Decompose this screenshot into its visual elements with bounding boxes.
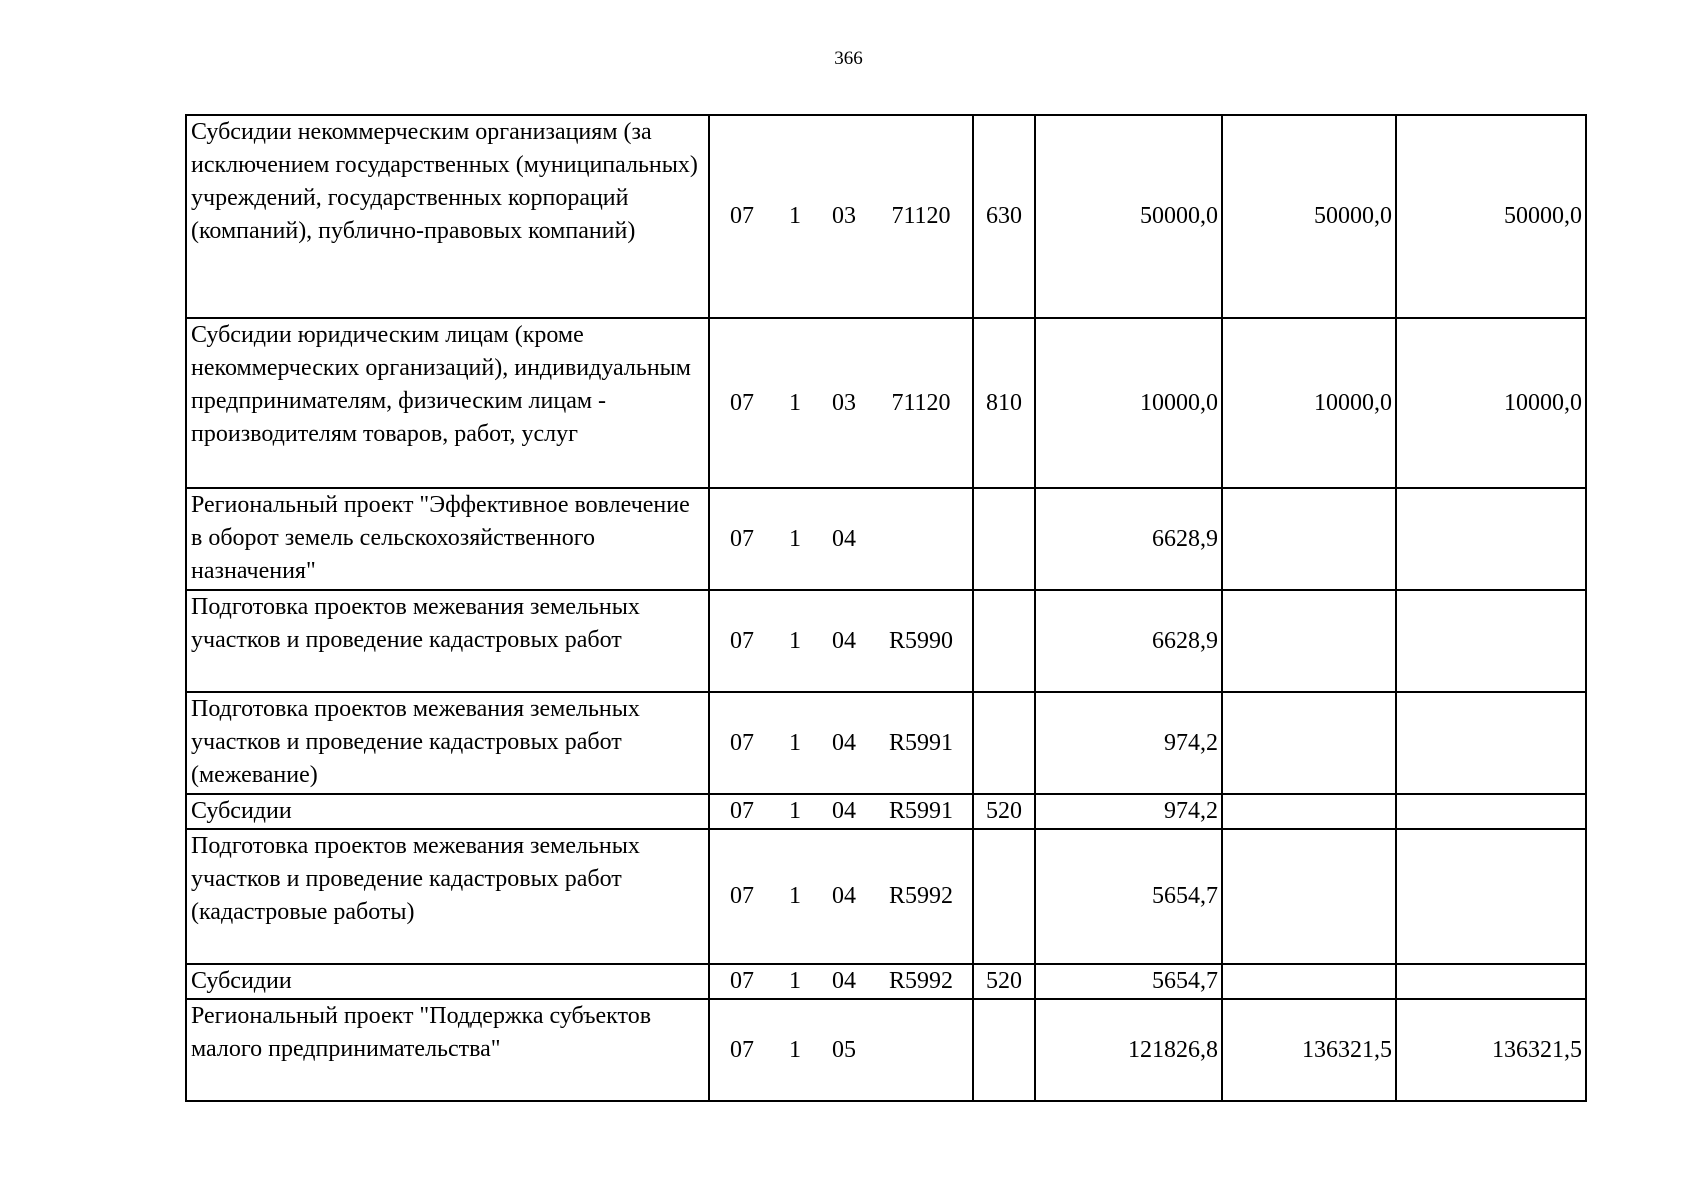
table-row	[186, 318, 1586, 488]
subprogram-code: 1	[789, 968, 801, 994]
row-name-cell: Субсидии юридическим лицам (кроме некоммерческих организаций), индивидуальным предпринимателям, физическим лицам - производителям товаров, работ, услуг	[186, 318, 709, 488]
amount-year-3: 10000,0	[1396, 318, 1586, 488]
classification-code-cell	[709, 488, 973, 590]
amount-year-1: 5654,7	[1035, 964, 1222, 999]
main-event-code: 04	[832, 968, 856, 994]
program-code: 07	[730, 203, 754, 229]
amount-year-1: 5654,7	[1035, 829, 1222, 964]
program-code: 07	[730, 883, 754, 909]
amount-year-3	[1396, 590, 1586, 692]
row-name-cell: Субсидии	[186, 964, 709, 999]
program-code: 07	[730, 525, 754, 552]
table-row	[186, 115, 1586, 318]
amount-year-1: 974,2	[1035, 794, 1222, 829]
amount-year-3: 50000,0	[1396, 115, 1586, 318]
expense-type-code: 520	[973, 794, 1035, 829]
amount-year-1: 6628,9	[1035, 488, 1222, 590]
classification-code-cell	[709, 999, 973, 1101]
table-row	[186, 488, 1586, 590]
amount-year-1: 974,2	[1035, 692, 1222, 794]
expense-type-code: 520	[973, 964, 1035, 999]
classification-code-cell	[709, 964, 973, 999]
amount-year-1: 10000,0	[1035, 318, 1222, 488]
amount-year-2	[1222, 794, 1396, 829]
direction-code: 71120	[891, 203, 951, 229]
table-row	[186, 794, 1586, 829]
amount-year-2: 10000,0	[1222, 318, 1396, 488]
main-event-code: 04	[832, 627, 856, 654]
classification-code-cell	[709, 794, 973, 829]
amount-year-2	[1222, 488, 1396, 590]
program-code: 07	[730, 627, 754, 654]
subprogram-code: 1	[789, 798, 801, 824]
classification-code-cell	[709, 829, 973, 964]
subprogram-code: 1	[789, 203, 801, 229]
amount-year-3	[1396, 964, 1586, 999]
subprogram-code: 1	[789, 525, 801, 552]
direction-code: 71120	[891, 389, 951, 416]
subprogram-code: 1	[789, 883, 801, 909]
expense-type-code: 630	[973, 115, 1035, 318]
main-event-code: 05	[832, 1036, 856, 1063]
amount-year-3	[1396, 692, 1586, 794]
budget-table	[185, 114, 1587, 1102]
direction-code: R5992	[888, 883, 953, 909]
subprogram-code: 1	[789, 627, 801, 654]
direction-code: R5992	[888, 968, 953, 994]
direction-code: R5991	[888, 729, 953, 756]
amount-year-3	[1396, 829, 1586, 964]
row-name-cell: Субсидии некоммерческим организациям (за исключением государственных (муниципальных) учреждений, государственных корпораций (компаний), публично-правовых компаний)	[186, 115, 709, 318]
amount-year-2	[1222, 590, 1396, 692]
row-name-cell: Субсидии	[186, 794, 709, 829]
main-event-code: 03	[832, 389, 856, 416]
program-code: 07	[730, 729, 754, 756]
amount-year-3	[1396, 488, 1586, 590]
direction-code: R5991	[888, 798, 953, 824]
main-event-code: 04	[832, 525, 856, 552]
subprogram-code: 1	[789, 1036, 801, 1063]
main-event-code: 03	[832, 203, 856, 229]
amount-year-1: 50000,0	[1035, 115, 1222, 318]
table-row	[186, 999, 1586, 1101]
expense-type-code	[973, 829, 1035, 964]
expense-type-code	[973, 590, 1035, 692]
table-row	[186, 829, 1586, 964]
page-number: 366	[834, 48, 863, 69]
amount-year-2	[1222, 692, 1396, 794]
main-event-code: 04	[832, 883, 856, 909]
classification-code-cell	[709, 115, 973, 318]
subprogram-code: 1	[789, 729, 801, 756]
direction-code: R5990	[888, 627, 953, 654]
expense-type-code	[973, 488, 1035, 590]
expense-type-code: 810	[973, 318, 1035, 488]
table-row	[186, 590, 1586, 692]
amount-year-2: 50000,0	[1222, 115, 1396, 318]
table-row	[186, 964, 1586, 999]
amount-year-1: 121826,8	[1035, 999, 1222, 1101]
amount-year-2	[1222, 829, 1396, 964]
table-row	[186, 692, 1586, 794]
main-event-code: 04	[832, 729, 856, 756]
row-name-cell: Региональный проект "Поддержка субъектов малого предпринимательства"	[186, 999, 709, 1101]
subprogram-code: 1	[789, 389, 801, 416]
program-code: 07	[730, 1036, 754, 1063]
row-name-cell: Подготовка проектов межевания земельных участков и проведение кадастровых работ (кадастровые работы)	[186, 829, 709, 964]
amount-year-2	[1222, 964, 1396, 999]
amount-year-3: 136321,5	[1396, 999, 1586, 1101]
row-name-cell: Подготовка проектов межевания земельных участков и проведение кадастровых работ	[186, 590, 709, 692]
amount-year-2: 136321,5	[1222, 999, 1396, 1101]
main-event-code: 04	[832, 798, 856, 824]
row-name-cell: Подготовка проектов межевания земельных участков и проведение кадастровых работ (межевание)	[186, 692, 709, 794]
expense-type-code	[973, 692, 1035, 794]
classification-code-cell	[709, 692, 973, 794]
classification-code-cell	[709, 590, 973, 692]
classification-code-cell	[709, 318, 973, 488]
row-name-cell: Региональный проект "Эффективное вовлечение в оборот земель сельскохозяйственного назначения"	[186, 488, 709, 590]
amount-year-1: 6628,9	[1035, 590, 1222, 692]
program-code: 07	[730, 798, 754, 824]
program-code: 07	[730, 968, 754, 994]
amount-year-3	[1396, 794, 1586, 829]
program-code: 07	[730, 389, 754, 416]
expense-type-code	[973, 999, 1035, 1101]
